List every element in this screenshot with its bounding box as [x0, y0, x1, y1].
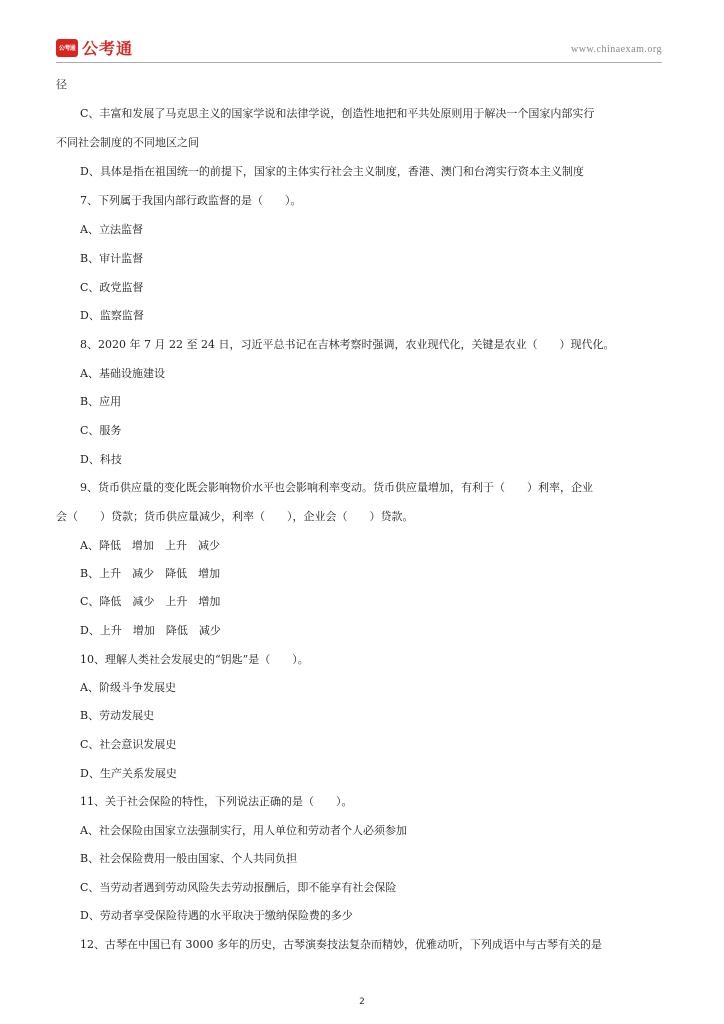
- option-line: A、立法监督: [80, 223, 143, 236]
- text-line: 径: [56, 78, 67, 91]
- question-line: 7、下列属于我国内部行政监督的是（ ）。: [80, 194, 302, 207]
- option-line: D、生产关系发展史: [80, 767, 177, 780]
- option-line: B、上升 减少 降低 增加: [80, 567, 221, 580]
- option-line: D、劳动者享受保险待遇的水平取决于缴纳保险费的多少: [80, 909, 353, 922]
- option-line: A、社会保险由国家立法强制实行，用人单位和劳动者个人必须参加: [80, 824, 407, 837]
- header-divider: [56, 62, 662, 63]
- site-url[interactable]: www.chinaexam.org: [571, 44, 662, 55]
- option-line: B、审计监督: [80, 252, 144, 265]
- option-line: C、社会意识发展史: [80, 738, 177, 751]
- logo-text: 公考通: [82, 39, 134, 58]
- logo: [56, 36, 133, 59]
- option-line: A、基础设施建设: [80, 367, 165, 380]
- text-line: 不同社会制度的不同地区之间: [56, 136, 199, 149]
- option-line: C、丰富和发展了马克思主义的国家学说和法律学说，创造性地把和平共处原则用于解决一个国家内部实行: [80, 107, 595, 120]
- option-line: C、政党监督: [80, 281, 144, 294]
- question-line: 8、2020 年 7 月 22 至 24 日，习近平总书记在吉林考察时强调，农业现代化，关键是农业（ ）现代化。: [80, 338, 615, 351]
- option-line: B、社会保险费用一般由国家、个人共同负担: [80, 852, 298, 865]
- option-line: A、降低 增加 上升 减少: [80, 539, 220, 552]
- page-header: [56, 32, 662, 62]
- option-line: D、具体是指在祖国统一的前提下，国家的主体实行社会主义制度，香港、澳门和台湾实行资本主义制度: [80, 165, 584, 178]
- option-line: C、服务: [80, 424, 122, 437]
- question-line: 11、关于社会保险的特性，下列说法正确的是（ ）。: [80, 795, 353, 808]
- option-line: C、当劳动者遇到劳动风险失去劳动报酬后，即不能享有社会保险: [80, 881, 397, 894]
- option-line: D、科技: [80, 453, 122, 466]
- logo-badge: 公考通: [56, 39, 78, 57]
- option-line: B、劳动发展史: [80, 709, 155, 722]
- option-line: D、监察监督: [80, 309, 144, 322]
- question-line: 10、理解人类社会发展史的“钥匙”是（ ）。: [80, 653, 309, 666]
- page-number: 2: [359, 997, 365, 1007]
- option-line: B、应用: [80, 395, 122, 408]
- option-line: A、阶级斗争发展史: [80, 681, 176, 694]
- question-line: 12、古琴在中国已有 3000 多年的历史，古琴演奏技法复杂而精妙，优雅动听，下列成语中与古琴有关的是: [80, 938, 602, 951]
- option-line: D、上升 增加 降低 减少: [80, 624, 221, 637]
- text-line: 会（ ）贷款；货币供应量减少，利率（ ），企业会（ ）贷款。: [56, 510, 414, 523]
- question-line: 9、货币供应量的变化既会影响物价水平也会影响利率变动。货币供应量增加，有利于（ ）利率，企业: [80, 481, 593, 494]
- option-line: C、降低 减少 上升 增加: [80, 595, 221, 608]
